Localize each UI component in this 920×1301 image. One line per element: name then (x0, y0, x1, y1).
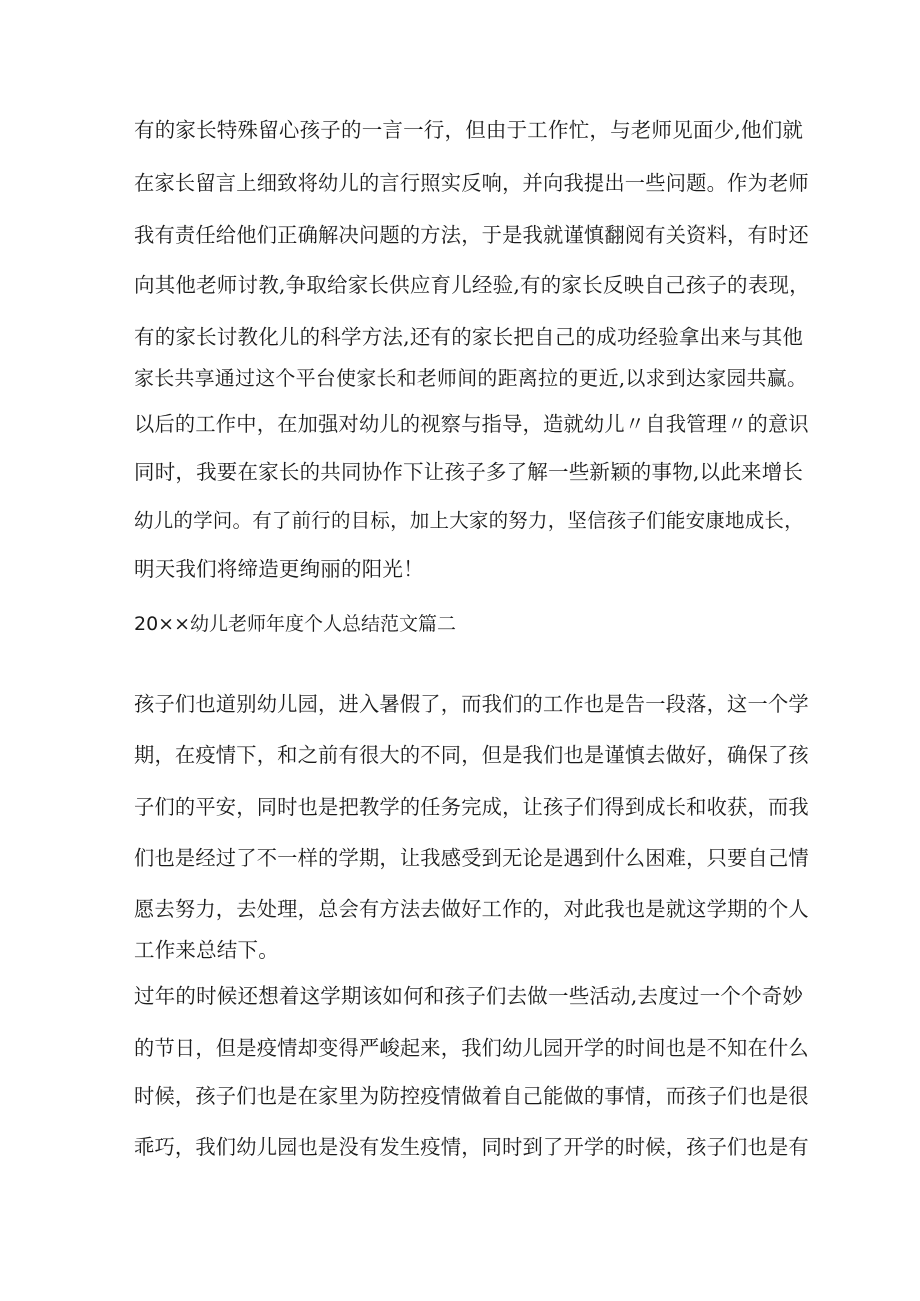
text-line: 期，在疫情下，和之前有很大的不同，但是我们也是谨慎去做好，确保了孩 (134, 743, 809, 767)
text-line: 过年的时候还想着这学期该如何和孩子们去做一些活动,去度过一个个奇妙 (134, 984, 804, 1008)
text-line: 幼儿的学问。有了前行的目标，加上大家的努力，坚信孩子们能安康地成长， (134, 509, 804, 532)
text-line: 同时，我要在家长的共同协作下让孩子多了解一些新颖的事物,以此来增长 (134, 460, 804, 484)
text-line: 工作来总结下。 (134, 938, 279, 962)
text-line: 在家长留言上细致将幼儿的言行照实反响，并向我提出一些问题。作为老师 (134, 171, 809, 195)
text-line: 的节日，但是疫情却变得严峻起来，我们幼儿园开学的时间也是不知在什么 (134, 1036, 809, 1060)
text-line: 们也是经过了不一样的学期，让我感受到无论是遇到什么困难，只要自己情 (134, 846, 809, 870)
text-line: 愿去努力，去处理，总会有方法去做好工作的，对此我也是就这学期的个人 (134, 897, 809, 921)
text-line: 向其他老师讨教,争取给家长供应育儿经验,有的家长反映自己孩子的表现， (134, 273, 810, 297)
text-line: 有的家长特殊留心孩子的一言一行，但由于工作忙，与老师见面少,他们就 (134, 118, 804, 142)
text-line: 以后的工作中，在加强对幼儿的视察与指导，造就幼儿〃自我管理〃的意识 (134, 412, 809, 436)
text-line: 家长共享通过这个平台使家长和老师间的距离拉的更近,以求到达家园共赢。 (134, 366, 808, 390)
text-line: 我有责任给他们正确解决问题的方法，于是我就谨慎翻阅有关资料，有时还 (134, 223, 809, 247)
text-line: 时候，孩子们也是在家里为防控疫情做着自己能做的事情，而孩子们也是很 (134, 1084, 809, 1108)
text-line: 有的家长讨教化儿的科学方法,还有的家长把自己的成功经验拿出来与其他 (134, 325, 804, 349)
text-line: 乖巧，我们幼儿园也是没有发生疫情，同时到了开学的时候，孩子们也是有 (134, 1135, 809, 1159)
text-line: 子们的平安，同时也是把教学的任务完成，让孩子们得到成长和收获，而我 (134, 795, 809, 819)
text-line: 孩子们也道别幼儿园，进入暑假了，而我们的工作也是告一段落，这一个学 (134, 692, 809, 716)
section-heading: 20××幼儿老师年度个人总结范文篇二 (134, 613, 457, 635)
text-line: 明天我们将缔造更绚丽的阳光！ (134, 557, 424, 581)
